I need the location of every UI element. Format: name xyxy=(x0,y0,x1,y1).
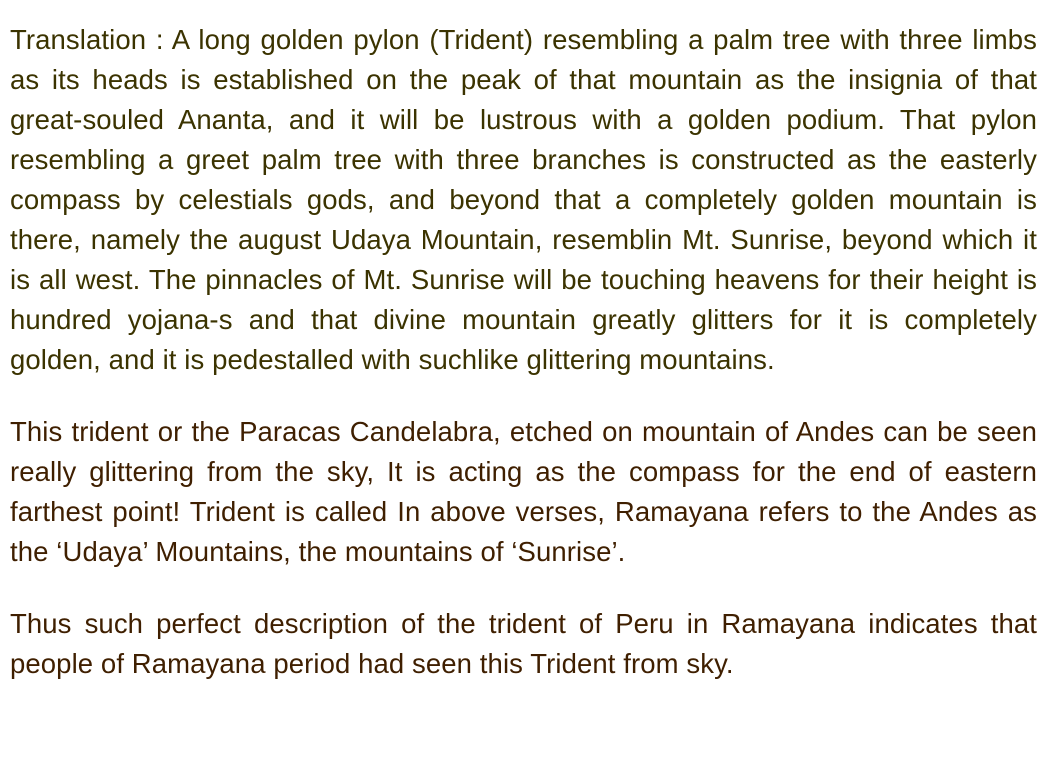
paragraph-trident-paracas: This trident or the Paracas Candelabra, etched on mountain of Andes can be seen really glittering from the sky, It is acting as the compass for the end of eastern farthest point! Trident is called In above verses, Ramayana refers to the Andes as the ‘Udaya’ Mountains, the mountains of ‘Sunrise’. xyxy=(10,416,1037,567)
document-body xyxy=(10,20,1037,684)
paragraph-translation: Translation : A long golden pylon (Trident) resembling a palm tree with three limbs as its heads is established on the peak of that mountain as the insignia of that great-souled Ananta, and it will be lustrous with a golden podium. That pylon resembling a greet palm tree with three branches is constructed as the easterly compass by celestials gods, and beyond that a completely golden mountain is there, namely the august Udaya Mountain, resemblin Mt. Sunrise, beyond which it is all west. The pinnacles of Mt. Sunrise will be touching heavens for their height is hundred yojana-s and that divine mountain greatly glitters for it is completely golden, and it is pedestalled with suchlike glittering mountains. xyxy=(10,24,1037,375)
paragraph-conclusion: Thus such perfect description of the trident of Peru in Ramayana indicates that people of Ramayana period had seen this Trident from sky. xyxy=(10,608,1037,679)
